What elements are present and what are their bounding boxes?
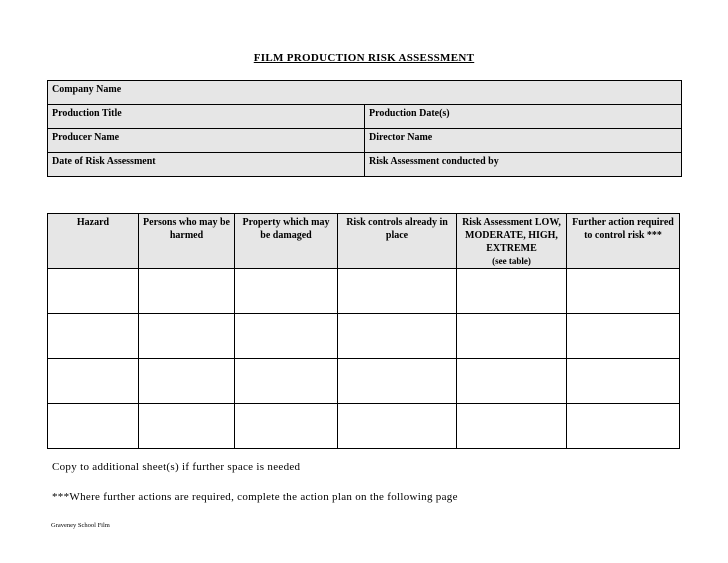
info-row-people <box>48 129 682 153</box>
table-cell[interactable] <box>48 404 139 449</box>
table-header-row <box>48 214 680 269</box>
page-title <box>0 52 728 64</box>
table-cell[interactable] <box>338 314 457 359</box>
table-cell[interactable] <box>457 269 567 314</box>
table-cell[interactable] <box>457 359 567 404</box>
info-row-assessment <box>48 153 682 177</box>
table-cell[interactable] <box>567 359 680 404</box>
table-cell[interactable] <box>48 269 139 314</box>
table-cell[interactable] <box>567 404 680 449</box>
info-row-production <box>48 105 682 129</box>
table-cell[interactable] <box>567 314 680 359</box>
table-cell[interactable] <box>139 359 235 404</box>
page-title-text: FILM PRODUCTION RISK ASSESSMENT <box>253 52 475 64</box>
action-plan-note: ***Where further actions are required, complete the action plan on the following page <box>52 491 458 503</box>
table-row <box>48 359 680 404</box>
risk-assessment-table <box>47 213 680 449</box>
table-cell[interactable] <box>457 314 567 359</box>
header-risk-assessment <box>457 214 567 269</box>
table-cell[interactable] <box>338 359 457 404</box>
producer-name-field[interactable]: Producer Name <box>48 129 365 153</box>
table-cell[interactable] <box>567 269 680 314</box>
table-cell[interactable] <box>139 314 235 359</box>
table-cell[interactable] <box>139 404 235 449</box>
header-risk-controls: Risk controls already in place <box>338 214 457 269</box>
table-row <box>48 314 680 359</box>
company-name-field[interactable]: Company Name <box>48 81 682 105</box>
table-cell[interactable] <box>457 404 567 449</box>
table-cell[interactable] <box>235 314 338 359</box>
table-cell[interactable] <box>338 404 457 449</box>
conducted-by-field[interactable]: Risk Assessment conducted by <box>365 153 682 177</box>
table-cell[interactable] <box>235 269 338 314</box>
table-cell[interactable] <box>235 359 338 404</box>
director-name-field[interactable]: Director Name <box>365 129 682 153</box>
table-row <box>48 269 680 314</box>
info-row-company <box>48 81 682 105</box>
table-cell[interactable] <box>139 269 235 314</box>
assessment-date-field[interactable]: Date of Risk Assessment <box>48 153 365 177</box>
table-cell[interactable] <box>48 359 139 404</box>
table-row <box>48 404 680 449</box>
header-persons-harmed: Persons who may be harmed <box>139 214 235 269</box>
table-cell[interactable] <box>48 314 139 359</box>
header-risk-assessment-label: Risk Assessment LOW, MODERATE, HIGH, EXTREME <box>462 217 561 254</box>
production-dates-field[interactable]: Production Date(s) <box>365 105 682 129</box>
header-risk-assessment-sub: (see table) <box>492 256 531 266</box>
table-cell[interactable] <box>338 269 457 314</box>
footer-credit: Graveney School Film <box>51 522 110 529</box>
header-further-action: Further action required to control risk *** <box>567 214 680 269</box>
header-hazard: Hazard <box>48 214 139 269</box>
production-info-table <box>47 80 682 177</box>
header-property-damaged: Property which may be damaged <box>235 214 338 269</box>
production-title-field[interactable]: Production Title <box>48 105 365 129</box>
copy-note: Copy to additional sheet(s) if further space is needed <box>52 461 301 473</box>
table-cell[interactable] <box>235 404 338 449</box>
